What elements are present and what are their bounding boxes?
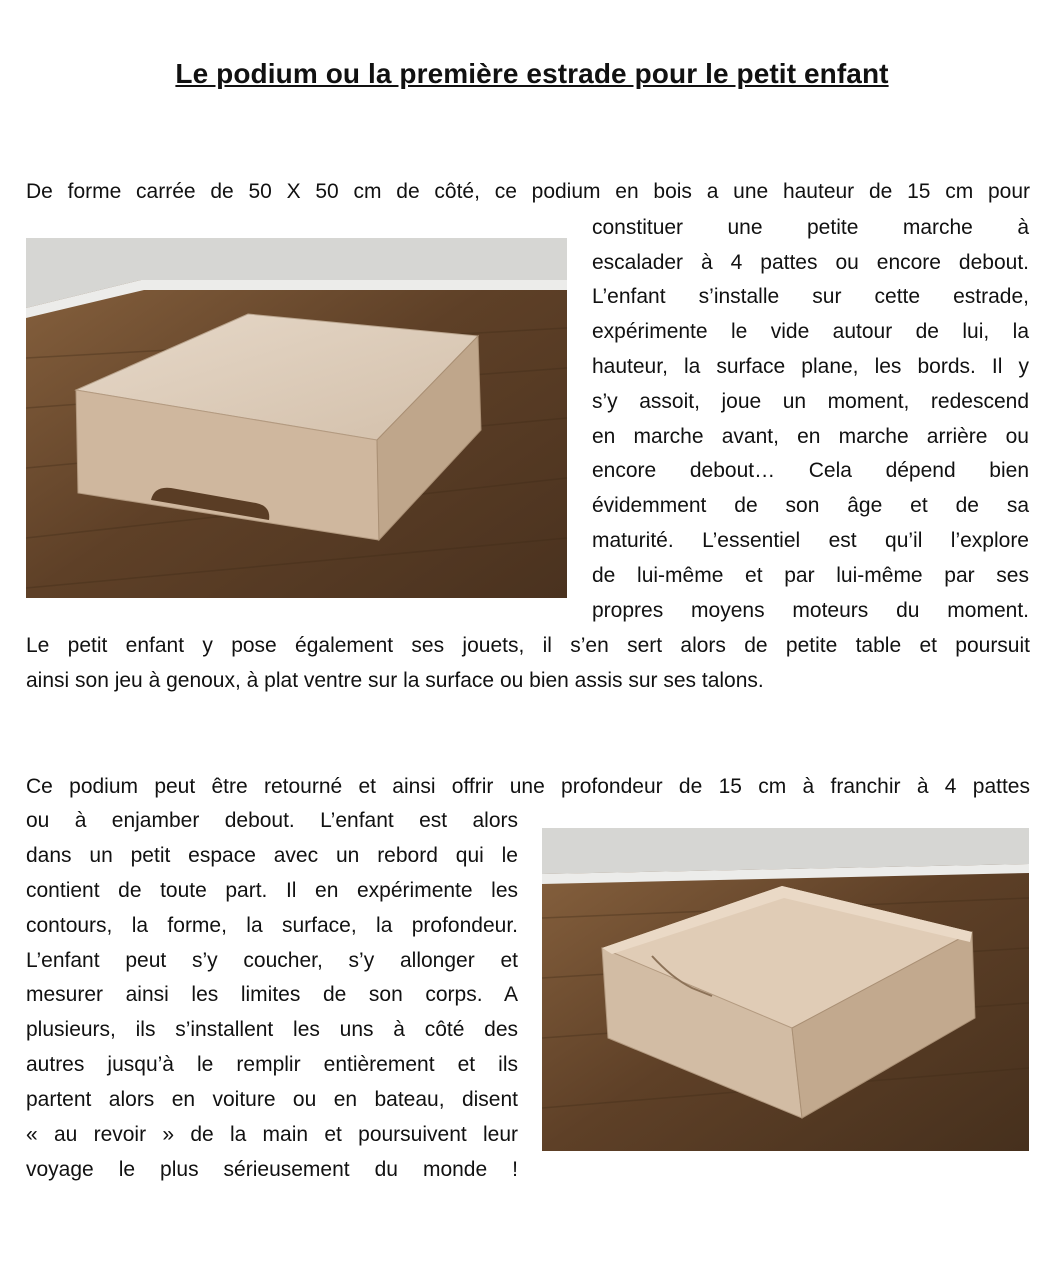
text-line: partent alors en voiture ou en bateau, disent: [26, 1088, 518, 1111]
text-line: contours, la forme, la surface, la profondeur.: [26, 914, 518, 937]
text-line: mesurer ainsi les limites de son corps. A: [26, 983, 518, 1006]
podium-upright-photo: [26, 238, 567, 598]
text-line: maturité. L’essentiel est qu’il l’explore: [592, 529, 1029, 552]
podium-flipped-illustration: [542, 828, 1029, 1151]
text-line: L’enfant peut s’y coucher, s’y allonger et: [26, 949, 518, 972]
text-line: encore debout… Cela dépend bien: [592, 459, 1029, 482]
podium-upright-illustration: [26, 238, 567, 598]
text-line: expérimente le vide autour de lui, la: [592, 320, 1029, 343]
text-line: De forme carrée de 50 X 50 cm de côté, ce podium en bois a une hauteur de 15 cm pour: [26, 180, 1030, 203]
text-line: évidemment de son âge et de sa: [592, 494, 1029, 517]
text-line: Ce podium peut être retourné et ainsi offrir une profondeur de 15 cm à franchir à 4 pattes: [26, 775, 1030, 798]
text-line: s’y assoit, joue un moment, redescend: [592, 390, 1029, 413]
text-line: hauteur, la surface plane, les bords. Il y: [592, 355, 1029, 378]
podium-flipped-photo: [542, 828, 1029, 1151]
text-line: L’enfant s’installe sur cette estrade,: [592, 285, 1029, 308]
page-title: Le podium ou la première estrade pour le petit enfant: [175, 58, 889, 89]
text-line: plusieurs, ils s’installent les uns à côté des: [26, 1018, 518, 1041]
text-line: escalader à 4 pattes ou encore debout.: [592, 251, 1029, 274]
text-line: « au revoir » de la main et poursuivent leur: [26, 1123, 518, 1146]
text-line: ainsi son jeu à genoux, à plat ventre sur la surface ou bien assis sur ses talons.: [26, 669, 764, 692]
text-line: voyage le plus sérieusement du monde !: [26, 1158, 518, 1181]
text-line: de lui-même et par lui-même par ses: [592, 564, 1029, 587]
text-line: contient de toute part. Il en expérimente les: [26, 879, 518, 902]
text-line: ou à enjamber debout. L’enfant est alors: [26, 809, 518, 832]
text-line: autres jusqu’à le remplir entièrement et ils: [26, 1053, 518, 1076]
text-line: dans un petit espace avec un rebord qui le: [26, 844, 518, 867]
text-line: propres moyens moteurs du moment.: [592, 599, 1029, 622]
text-line: Le petit enfant y pose également ses jouets, il s’en sert alors de petite table et poursuit: [26, 634, 1030, 657]
text-line: constituer une petite marche à: [592, 216, 1029, 239]
text-line: en marche avant, en marche arrière ou: [592, 425, 1029, 448]
